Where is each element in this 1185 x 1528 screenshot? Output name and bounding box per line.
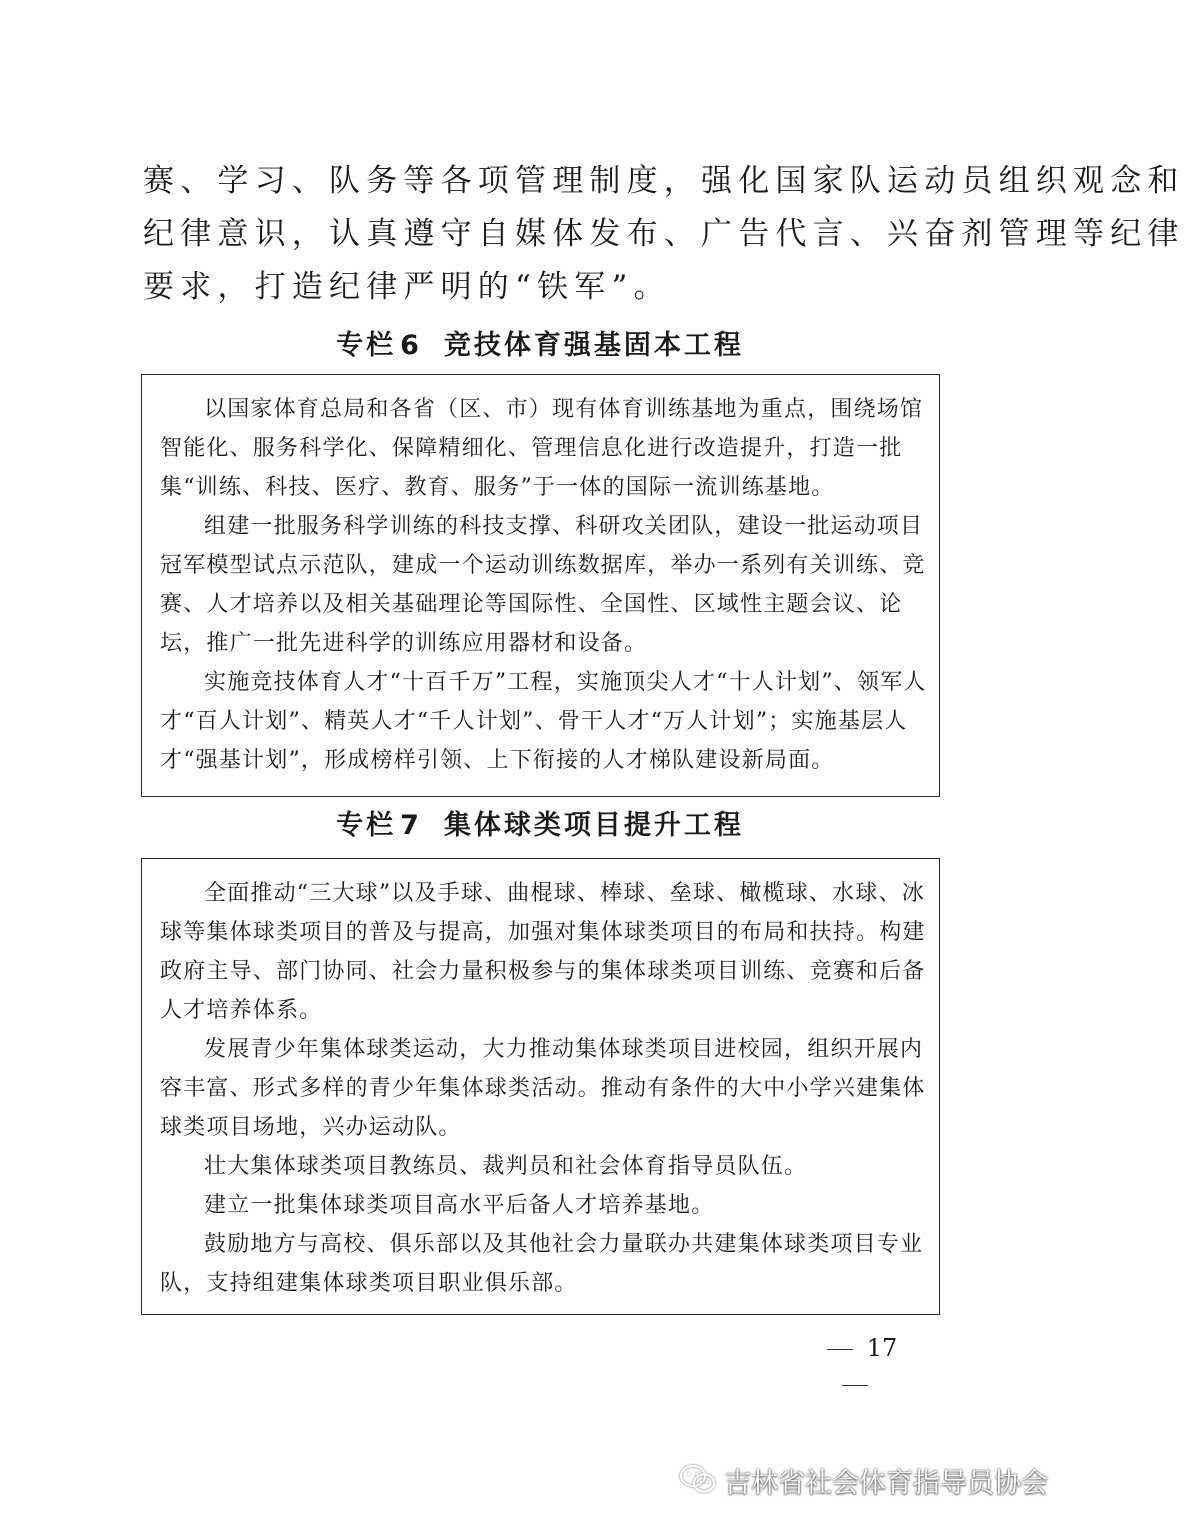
page-number-dash-right (842, 1385, 868, 1387)
page-number-value: 17 (866, 1334, 898, 1362)
column-6-heading (0, 326, 1080, 366)
wechat-watermark (678, 1456, 1048, 1504)
intro-paragraph (143, 155, 1185, 314)
column-6-paragraph: 实施竞技体育人才“十百千万”工程，实施顶尖人才“十人计划”、领军人才“百人计划”、精英人才“千人计划”、骨干人才“万人计划”；实施基层人才“强基计划”，形成榜样引领、上下衔接的人才梯队建设新局面。 (160, 670, 927, 773)
column-7-paragraph: 全面推动“三大球”以及手球、曲棍球、棒球、垒球、橄榄球、水球、冰球等集体球类项目的普及与提高，加强对集体球类项目的布局和扶持。构建政府主导、部门协同、社会力量积极参与的集体球类项目训练、竞赛和后备人才培养体系。 (160, 881, 926, 1023)
intro-line: 要求，打造纪律严明的“铁军”。 (143, 269, 671, 305)
column-7-title: 集体球类项目提升工程 (443, 810, 744, 841)
column-7-paragraph: 壮大集体球类项目教练员、裁判员和社会体育指导员队伍。 (204, 1154, 808, 1179)
column-7-heading (0, 806, 1080, 846)
watermark-text: 吉林省社会体育指导员协会 (724, 1467, 1048, 1499)
column-7-paragraph: 鼓励地方与高校、俱乐部以及其他社会力量联办共建集体球类项目专业队，支持组建集体球类项目职业俱乐部。 (160, 1232, 924, 1296)
column-7-number: 7 (400, 810, 422, 841)
page-number-dash-left (827, 1349, 853, 1351)
column-6-title: 竞技体育强基固本工程 (443, 330, 744, 361)
intro-line: 纪律意识，认真遵守自媒体发布、广告代言、兴奋剂管理等纪律 (143, 216, 1185, 252)
column-6-number: 6 (400, 330, 422, 361)
column-7-paragraph: 发展青少年集体球类运动，大力推动集体球类项目进校园，组织开展内容丰富、形式多样的青少年集体球类活动。推动有条件的大中小学兴建集体球类项目场地，兴办运动队。 (160, 1037, 926, 1140)
column-6-paragraph: 组建一批服务科学训练的科技支撑、科研攻关团队，建设一批运动项目冠军模型试点示范队，建成一个运动训练数据库，举办一系列有关训练、竞赛、人才培养以及相关基础理论等国际性、全国性、区域性主题会议、论坛，推广一批先进科学的训练应用器材和设备。 (160, 514, 926, 656)
column-7-box (141, 858, 940, 1315)
intro-line: 赛、学习、队务等各项管理制度，强化国家队运动员组织观念和 (143, 163, 1185, 199)
column-7-label: 专栏 (336, 810, 397, 841)
wechat-icon (678, 1463, 718, 1497)
column-6-label: 专栏 (336, 330, 397, 361)
column-6-box (141, 374, 940, 797)
column-7-paragraph: 建立一批集体球类项目高水平后备人才培养基地。 (204, 1193, 715, 1218)
column-6-paragraph: 以国家体育总局和各省（区、市）现有体育训练基地为重点，围绕场馆智能化、服务科学化、保障精细化、管理信息化进行改造提升，打造一批集“训练、科技、医疗、教育、服务”于一体的国际一流训练基地。 (160, 397, 924, 500)
page-number (790, 1330, 920, 1402)
